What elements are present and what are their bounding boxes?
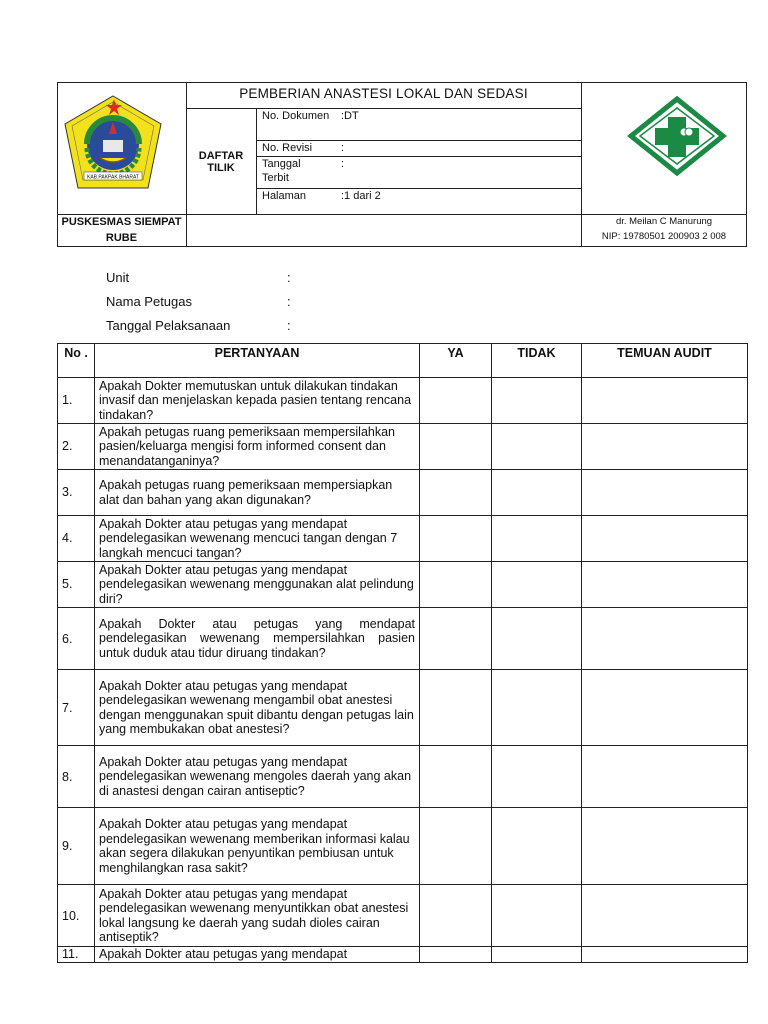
signatory-block [581, 214, 747, 244]
info-colon-nama-petugas: : [287, 294, 291, 309]
cell-temuan-audit[interactable] [582, 378, 748, 424]
cell-temuan-audit[interactable] [582, 670, 748, 746]
row-question: Apakah Dokter atau petugas yang mendapat pendelegasikan wewenang mempersilahkan pasien untuk duduk atau tidur diruang tindakan? [95, 608, 420, 670]
info-label-unit: Unit [106, 270, 130, 285]
column-header-tidak: TIDAK [492, 344, 582, 378]
info-label-nama-petugas: Nama Petugas [106, 294, 192, 309]
puskesmas-name: PUSKESMAS SIEMPAT RUBE [61, 216, 182, 244]
row-question: Apakah Dokter atau petugas yang mendapat pendelegasikan wewenang menyuntikkan obat anestesi lokal langsung ke daerah yang sudah dioles cairan antiseptik? [95, 885, 420, 947]
document-title: PEMBERIAN ANASTESI LOKAL DAN SEDASI [239, 86, 528, 101]
column-header-ya: YA [420, 344, 492, 378]
meta-label-tanggal-terbit: Tanggal Terbit [262, 158, 301, 184]
cell-temuan-audit[interactable] [582, 885, 748, 947]
cell-temuan-audit[interactable] [582, 562, 748, 608]
meta-value-halaman: :1 dari 2 [341, 190, 381, 202]
signatory-nip: NIP: 19780501 200903 2 008 [601, 231, 727, 242]
cell-tidak[interactable] [492, 424, 582, 470]
cell-tidak[interactable] [492, 608, 582, 670]
meta-value-tanggal-terbit: : [341, 158, 345, 170]
cell-ya[interactable] [420, 470, 492, 516]
table-row [58, 947, 748, 963]
info-colon-unit: : [287, 270, 291, 285]
cell-ya[interactable] [420, 424, 492, 470]
column-header-pertanyaan: PERTANYAAN [95, 344, 420, 378]
row-number: 5. [58, 562, 95, 608]
cell-ya[interactable] [420, 947, 492, 963]
cell-ya[interactable] [420, 562, 492, 608]
cell-tidak[interactable] [492, 885, 582, 947]
cell-tidak[interactable] [492, 378, 582, 424]
kabupaten-emblem-icon [62, 92, 164, 192]
table-row [58, 885, 748, 947]
cell-tidak[interactable] [492, 947, 582, 963]
table-row [58, 516, 748, 562]
row-question: Apakah Dokter atau petugas yang mendapat pendelegasikan wewenang mengoles daerah yang akan di anastesi dengan cairan antiseptic? [95, 746, 420, 808]
row-number: 6. [58, 608, 95, 670]
row-question: Apakah Dokter atau petugas yang mendapat pendelegasikan wewenang mengambil obat anestesi dengan menggunakan spuit dibantu dengan petugas lain yang membukakan obat anestesi? [95, 670, 420, 746]
cell-tidak[interactable] [492, 516, 582, 562]
cell-temuan-audit[interactable] [582, 424, 748, 470]
daftar-tilik-label: DAFTAR TILIK [198, 150, 244, 174]
puskesmas-logo-icon [627, 95, 727, 177]
cell-tidak[interactable] [492, 808, 582, 885]
table-row [58, 608, 748, 670]
cell-ya[interactable] [420, 808, 492, 885]
row-question: Apakah petugas ruang pemeriksaan mempersiapkan alat dan bahan yang akan digunakan? [95, 470, 420, 516]
row-number: 9. [58, 808, 95, 885]
row-number: 4. [58, 516, 95, 562]
meta-label-no-dokumen: No. Dokumen [262, 110, 330, 122]
row-number: 7. [58, 670, 95, 746]
row-question: Apakah Dokter atau petugas yang mendapat pendelegasikan wewenang mencuci tangan dengan 7 langkah mencuci tangan? [95, 516, 420, 562]
column-header-temuan-audit: TEMUAN AUDIT [582, 344, 748, 378]
table-row [58, 808, 748, 885]
row-question: Apakah Dokter atau petugas yang mendapat pendelegasikan wewenang memberikan informasi kalau akan segera dilakukan penyuntikan pembiusan untuk menghilangkan rasa sakit? [95, 808, 420, 885]
table-header-row [58, 344, 748, 378]
cell-ya[interactable] [420, 885, 492, 947]
row-number: 10. [58, 885, 95, 947]
cell-tidak[interactable] [492, 670, 582, 746]
signatory-name: dr. Meilan C Manurung [615, 216, 713, 227]
row-question: Apakah petugas ruang pemeriksaan mempersilahkan pasien/keluarga mengisi form informed consent dan menandatanganinya? [95, 424, 420, 470]
table-row [58, 670, 748, 746]
meta-value-no-revisi: : [341, 142, 345, 154]
cell-ya[interactable] [420, 516, 492, 562]
table-row [58, 424, 748, 470]
meta-label-no-revisi: No. Revisi [262, 142, 313, 154]
row-question: Apakah Dokter atau petugas yang mendapat pendelegasikan wewenang menggunakan alat pelindung diri? [95, 562, 420, 608]
cell-temuan-audit[interactable] [582, 746, 748, 808]
checklist-table [57, 343, 748, 963]
cell-temuan-audit[interactable] [582, 808, 748, 885]
meta-value-no-dokumen: :DT [341, 110, 359, 122]
info-label-tanggal-pelaksanaan: Tanggal Pelaksanaan [106, 318, 231, 333]
cell-temuan-audit[interactable] [582, 470, 748, 516]
row-number: 11. [58, 947, 95, 963]
cell-temuan-audit[interactable] [582, 516, 748, 562]
table-row [58, 470, 748, 516]
row-question: Apakah Dokter memutuskan untuk dilakukan tindakan invasif dan menjelaskan kepada pasien tentang rencana tindakan? [95, 378, 420, 424]
cell-tidak[interactable] [492, 470, 582, 516]
meta-label-halaman: Halaman [262, 190, 307, 202]
cell-temuan-audit[interactable] [582, 608, 748, 670]
column-header-no: No . [58, 344, 95, 378]
info-colon-tanggal-pelaksanaan: : [287, 318, 291, 333]
cell-ya[interactable] [420, 670, 492, 746]
row-number: 3. [58, 470, 95, 516]
table-row [58, 378, 748, 424]
cell-ya[interactable] [420, 378, 492, 424]
cell-ya[interactable] [420, 608, 492, 670]
cell-tidak[interactable] [492, 562, 582, 608]
cell-tidak[interactable] [492, 746, 582, 808]
cell-ya[interactable] [420, 746, 492, 808]
svg-text:KAB.PAKPAK BHARAT: KAB.PAKPAK BHARAT [87, 174, 139, 181]
cell-temuan-audit[interactable] [582, 947, 748, 963]
row-number: 2. [58, 424, 95, 470]
row-number: 8. [58, 746, 95, 808]
row-question: Apakah Dokter atau petugas yang mendapat [95, 947, 420, 963]
header-divider [186, 108, 581, 109]
header-divider [256, 108, 257, 214]
table-row [58, 746, 748, 808]
row-number: 1. [58, 378, 95, 424]
table-row [58, 562, 748, 608]
